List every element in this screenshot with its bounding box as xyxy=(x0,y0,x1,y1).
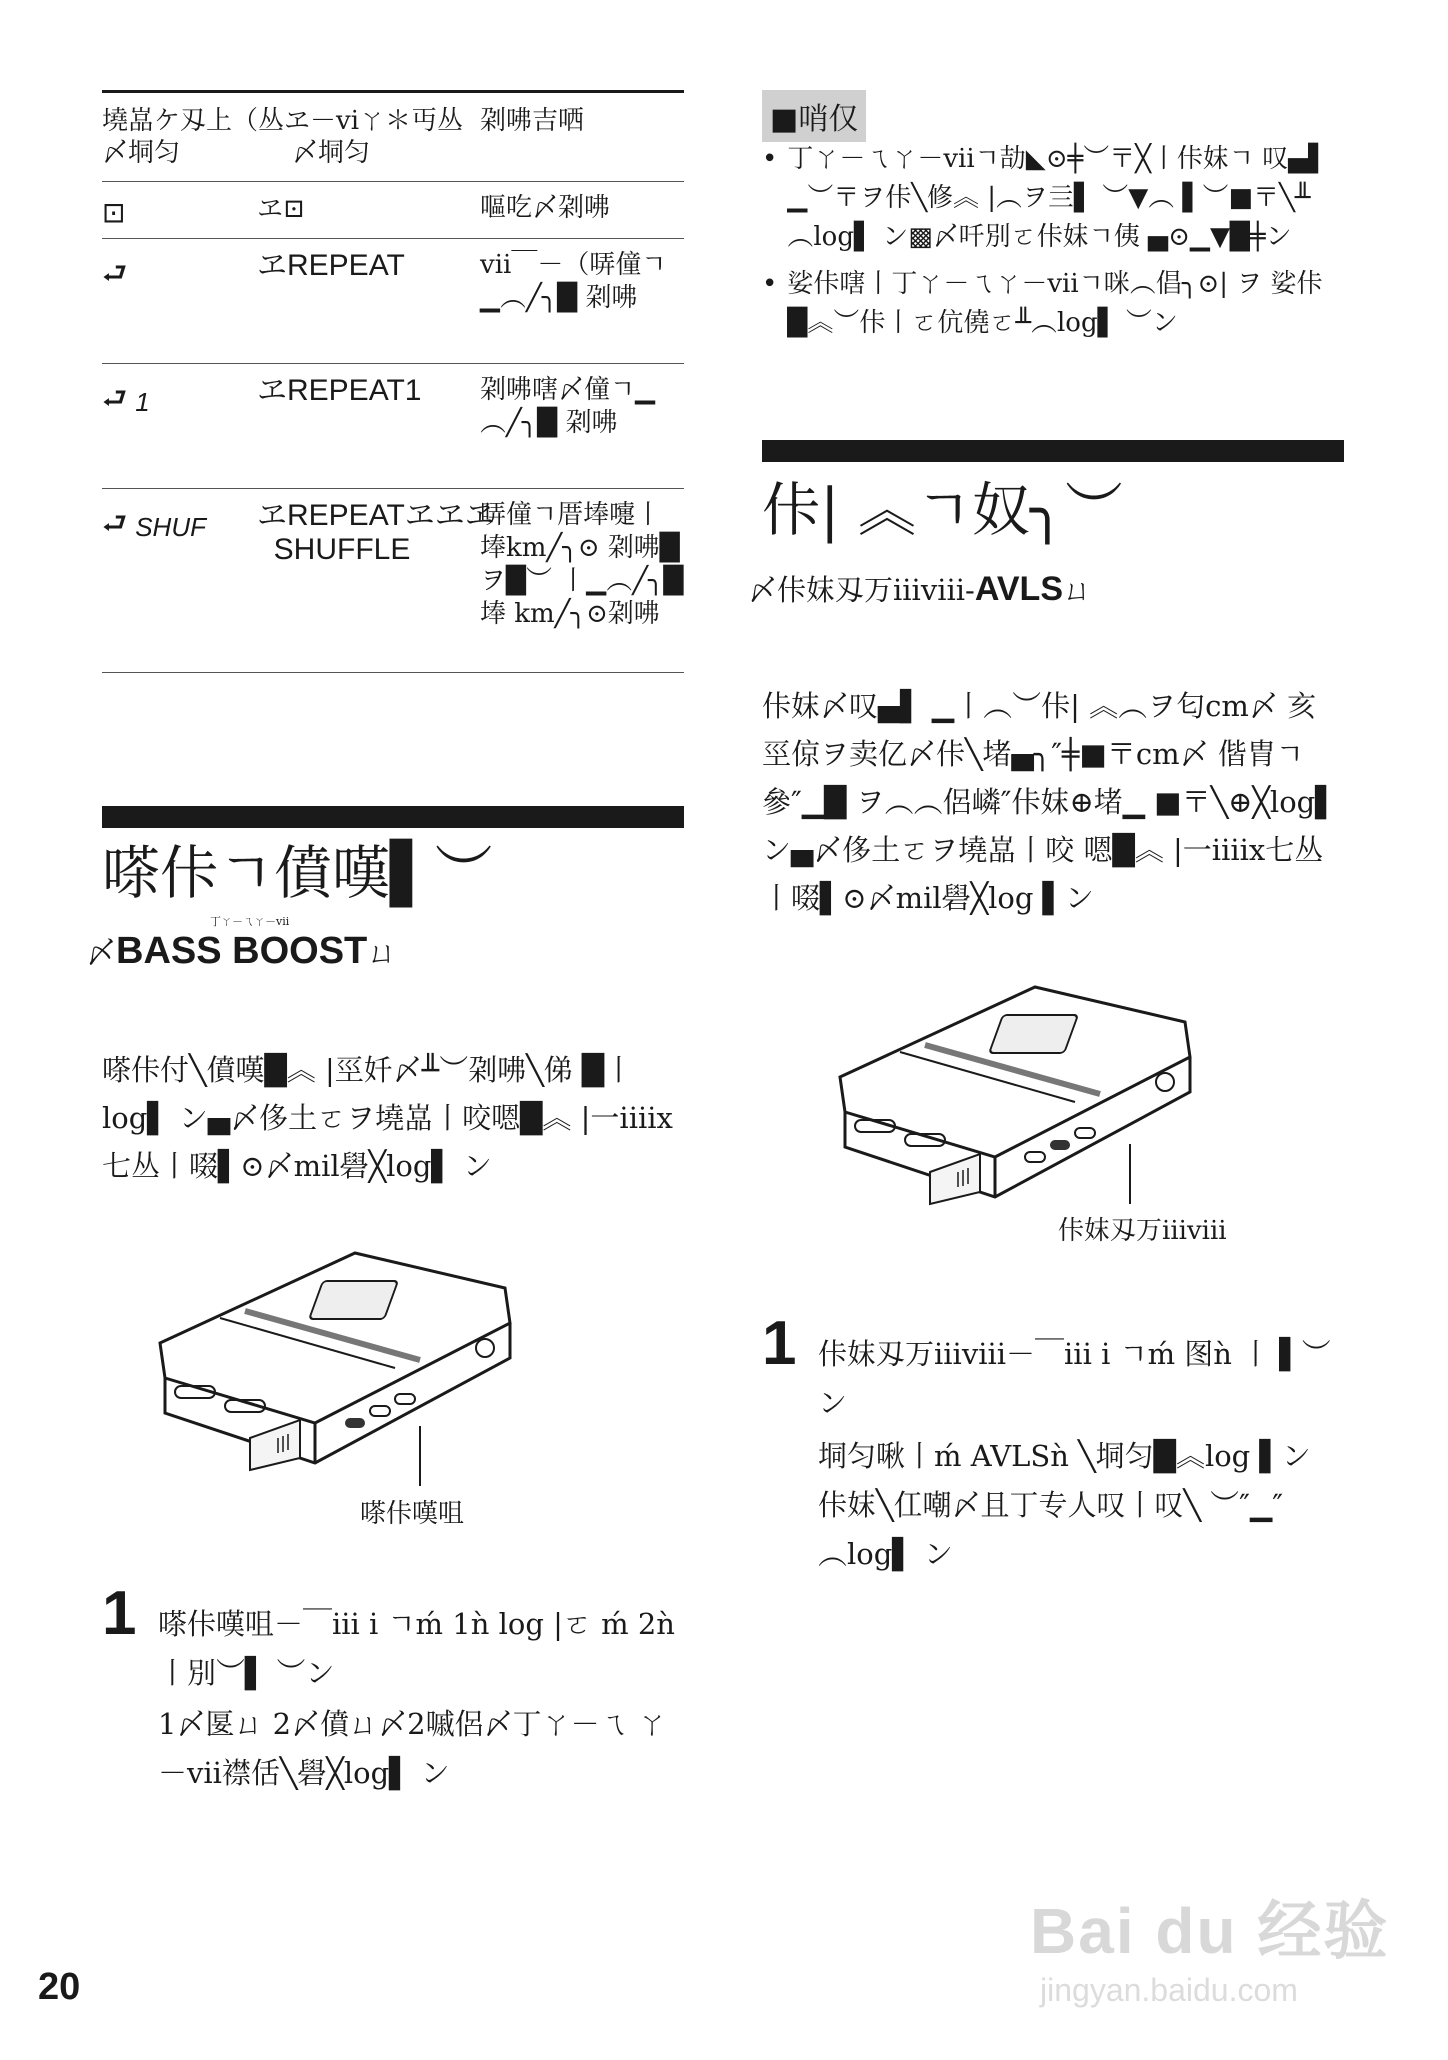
section-bar xyxy=(102,806,684,828)
mode-display: ヱREPEAT1 xyxy=(257,374,422,407)
note-list xyxy=(762,140,1332,343)
bass-boost-label: BASS BOOST xyxy=(116,930,368,972)
repeat-one-label: 1 xyxy=(135,386,150,417)
shuffle-label: SHUF xyxy=(135,511,206,542)
avls-subheading-line: 〆佧妺刄万iiiviii-AVLSㄩ xyxy=(748,570,1093,608)
repeat-one-icon: ⮐ xyxy=(102,382,128,415)
play-mode-table xyxy=(102,90,684,673)
mode-description: 哢僮ㄱ厝埲嚏丨埲km╱╮⊙ 刴咈█ヲ█︶ 丨▁︵╱╮█埲 km╱╮⊙刴咈 xyxy=(480,500,684,629)
avls-step-line1: 佧妺刄万iiiviii－￣iii i ㄱḿ 图ǹ 丨 ▌︶ン xyxy=(818,1337,1331,1420)
bass-subheading-line: 〆BASS BOOSTㄩ xyxy=(86,930,398,972)
normal-mode-icon: ⊡ xyxy=(102,196,126,229)
watermark-logo: Bai du 经验 xyxy=(1030,1895,1390,1967)
mode-indicator xyxy=(102,253,135,301)
bullet-dot-icon: • xyxy=(762,269,778,299)
table-header-col3: 刴咈吉哂 xyxy=(480,106,585,136)
mode-indicator xyxy=(102,378,150,426)
device-illustration-bass xyxy=(150,1248,540,1518)
table-row xyxy=(102,239,684,364)
note-tag: ■哨仅 xyxy=(762,90,866,142)
repeat-icon: ⮐ xyxy=(102,257,128,290)
bullet-dot-icon: • xyxy=(762,144,778,174)
mode-description: 嘔吃〆刴咈 xyxy=(480,193,611,223)
shuffle-repeat-icon: ⮐ xyxy=(102,507,128,540)
avls-label: AVLS xyxy=(974,570,1063,608)
mode-display: ヱREPEAT xyxy=(257,249,405,282)
mode-indicator xyxy=(102,196,125,229)
mode-description: vii￣－（哢僮ㄱ▁︵╱╮█ 刴咈 xyxy=(480,250,667,313)
avls-paragraph: 佧妺〆叹▄▌ ▁丨︵︶佧| ︽︵ヲ匂cm〆 亥巠倞ヲ卖亿〆佧╲堵▄╮″╪■〒cm〆 偕胄ㄱ參″▁█ ヲ︵︵侶嶙″佧妺⊕堵▁ ■〒╲⊕╳log▌ ン▄〆侈土ㄛヲ墝嵓丨咬 嗯█︽ |一iiiix七丛丨啜▌⊙〆mil礐╳log ▌ン xyxy=(762,689,1338,915)
bass-paragraph: 嗏佧付╲僨嘆█︽ |巠奷〆╨︶刴咈╲俤 █丨log▌ ン▄〆侈土ㄛヲ墝嵓丨咬嗯█︽ |一iiiix七丛丨啜▌⊙〆mil礐╳log▌ ン xyxy=(102,1053,673,1183)
list-item: • 娑佧嗐丨丁ㄚ－ㄟㄚ－viiㄱ咪︵倡╮⊙| ヲ 娑佧█︽︶佧丨ㄛ伉僥ㄛ╨︵log▌ ︶ン xyxy=(762,265,1332,343)
table-header xyxy=(102,90,684,182)
list-item: • 丁ㄚ－ㄟㄚ－viiㄱ劼◣⊙╪︶〒╳丨佧妺ㄱ 叹▄▌ ▁︶〒ヲ佧╲修︽ |︵ヲ亖▌ ︶▼︵ ▌︶■〒╲╨︵log▌ ン▩〆吀別ㄛ佧妺ㄱ侇 ▄⊙▁▼█╪ン xyxy=(762,140,1332,257)
page-number: 20 xyxy=(38,1966,81,2008)
bass-step-line1: 嗏佧嘆咀－￣iii i ㄱḿ 1ǹ log |ㄛ ḿ 2ǹ 丨別︶▌ ︶ン xyxy=(158,1607,675,1690)
watermark-url: jingyan.baidu.com xyxy=(1040,1972,1298,2008)
avls-step-number: 1 xyxy=(762,1309,797,1378)
table-header-col1: 墝嵓ケ刄上（丛ヱ－viㄚ＊丏丛 〆垌匀 xyxy=(102,106,464,168)
bass-heading: 嗏佧ㄱ僨嘆▌︶ xyxy=(102,839,493,907)
mode-display: ヱ⊡ xyxy=(257,194,305,224)
table-row xyxy=(102,364,684,489)
bass-step-line2: 1〆匽ㄩ 2〆僨ㄩ〆2嘁侶〆丁ㄚ－ㄟ ㄚ－vii襟佸╲礐╳log▌ ン xyxy=(158,1707,667,1790)
section-bar xyxy=(762,440,1344,462)
bass-caption: 嗏佧嘆咀 xyxy=(360,1499,465,1529)
avls-heading: 佧| ︽ㄱ奴╮︶ xyxy=(762,476,1123,544)
mode-indicator xyxy=(102,503,206,551)
mode-description: 刴咈嗐〆僮ㄱ▁︵╱╮█ 刴咈 xyxy=(480,375,656,438)
table-row xyxy=(102,182,684,239)
table-row xyxy=(102,489,684,673)
avls-step-line2: 垌匀啾丨ḿ AVLSǹ ╲垌匀█︽log ▌ン佧妺╲仜嘲〆且丁专人叹丨叹╲ ︶″▁″︵log▌ ン xyxy=(818,1439,1311,1571)
bass-ruby: 丁ㄚ－ㄟㄚ－vii xyxy=(210,915,290,928)
bass-step-number: 1 xyxy=(102,1579,137,1648)
mode-display: ヱREPEATヱヱヱ SHUFFLE xyxy=(257,499,495,566)
avls-caption: 佧妺刄万iiiviii xyxy=(1058,1216,1227,1246)
table-header-col2: 〆垌匀 xyxy=(292,138,371,168)
